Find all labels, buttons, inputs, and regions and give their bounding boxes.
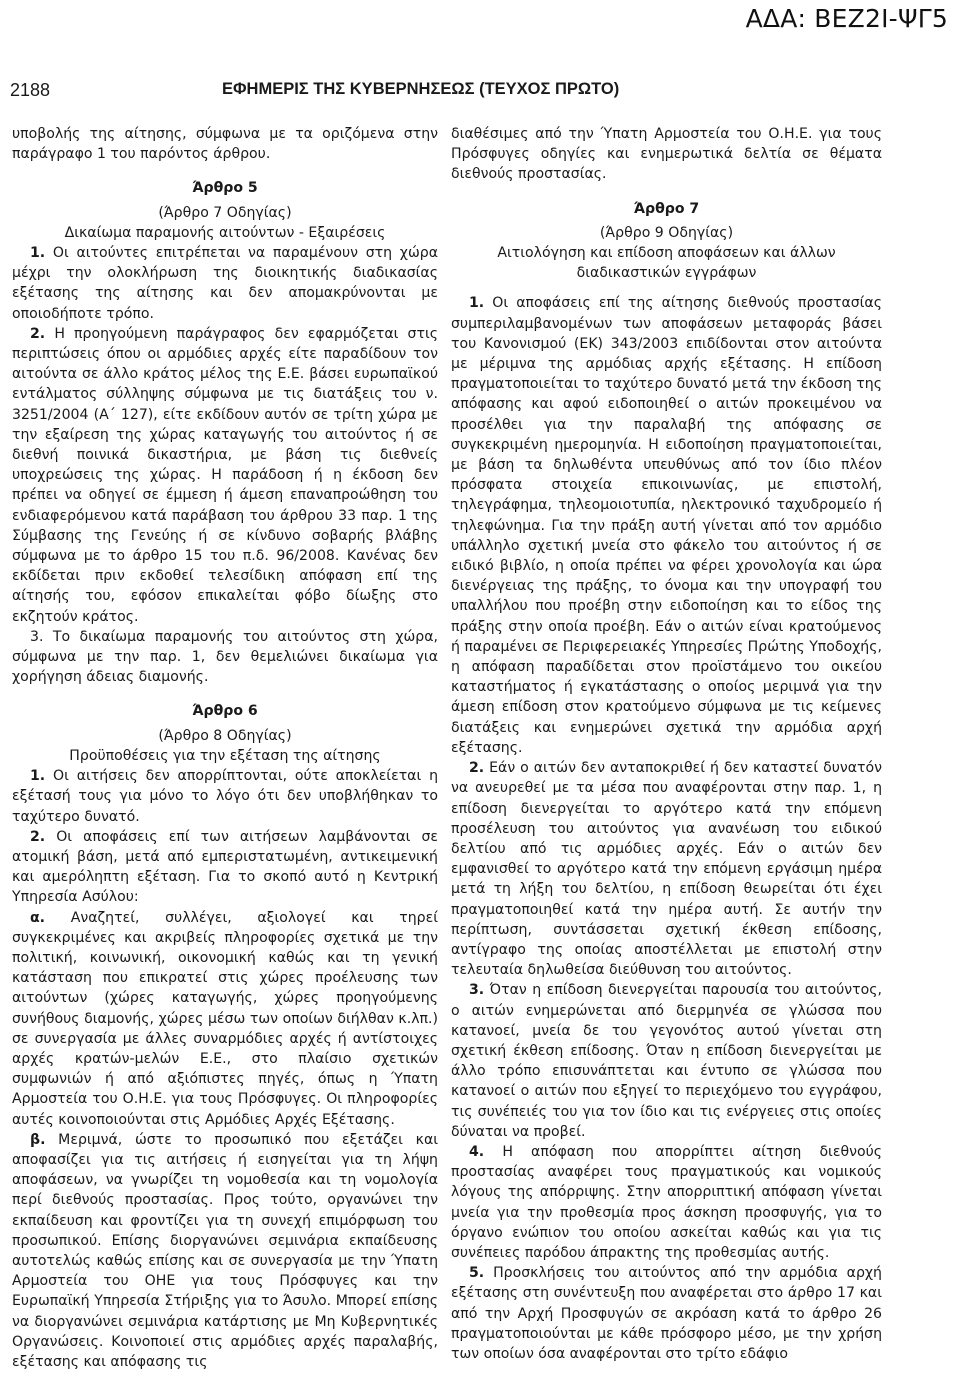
- running-title: ΕΦΗΜΕΡΙΣ ΤΗΣ ΚΥΒΕΡΝΗΣΕΩΣ (ΤΕΥΧΟΣ ΠΡΩΤΟ): [222, 80, 620, 98]
- paragraph: [12, 243, 438, 324]
- paragraph-number: 1.: [30, 768, 46, 785]
- paragraph-text: Όταν η επίδοση διενεργείται παρουσία του αιτούντος, ο αιτών ενημερώνεται από διερμηνέα σε γλώσσα που κατανοεί, μνεία δε του γεγονότος αυτού γίνεται στη σχετική έκθεση επίδοσης. Όταν η επίδοση διενεργείται με άλλο τρόπο επισυνάπτεται και έντυπο σε γλώσσα που κατανοεί ο αιτών που εξηγεί το περιεχόμενο του εγγράφου, τις συνέπειές του για τον ίδιο και τις ενέργειες στις οποίες δύναται να προβεί.: [451, 982, 882, 1140]
- paragraph-number: 2.: [30, 828, 46, 845]
- article-7-subject: Αιτιολόγηση και επίδοση αποφάσεων και άλλων διαδικαστικών εγγράφων: [497, 245, 836, 282]
- paragraph-number: 1.: [30, 245, 46, 262]
- paragraph-text: Προσκλήσεις του αιτούντος από την αρμόδια αρχή εξέτασης στη συνέντευξη που αναφέρεται στο άρθρο 17 και από την Αρχή Προσφυγών σε ακρόαση κατά το άρθρο 26 πραγματοποιούνται με κάθε πρόσφορο μέσο, με την χρήση των οποίων όσα αναφέρονται στο τρίτο εδάφιο: [451, 1265, 882, 1362]
- paragraph: [451, 758, 882, 980]
- item-letter: α.: [30, 909, 46, 926]
- paragraph-text: Η απόφαση που απορρίπτει αίτηση διεθνούς προστασίας αναφέρει τους πραγματικούς και νομικούς λόγους της απόρριψης. Στην απορριπτική απόφαση γίνεται μνεία για την προθεσμία προς άσκηση προσφυγής, για το όργανο ενώπιον του οποίου ασκείται καθώς και για τις συνέπειες παρόδου άπρακτης της προθεσμίας αυτής.: [451, 1143, 882, 1261]
- paragraph: διαθέσιμες από την Ύπατη Αρμοστεία του Ο.Η.Ε. για τους Πρόσφυγες οδηγίες και ενημερωτικά δελτία σε θέματα διεθνούς προστασίας.: [451, 126, 882, 183]
- paragraph-text: Οι αποφάσεις επί των αιτήσεων λαμβάνονται σε ατομική βάση, μετά από εμπεριστατωμένη, αντικειμενική και αμερόληπτη εξέταση. Για το σκοπό αυτό η Κεντρική Υπηρεσία Ασύλου:: [12, 828, 438, 906]
- paragraph: [12, 766, 438, 827]
- paragraph: [12, 827, 438, 908]
- paragraph: [451, 1263, 882, 1364]
- paragraph: [12, 908, 438, 1130]
- article-5-subject: Δικαίωμα παραμονής αιτούντων - Εξαιρέσεις: [64, 224, 386, 241]
- article-7-title: Άρθρο 7: [633, 200, 700, 217]
- item-letter: β.: [30, 1131, 46, 1148]
- article-5-reference: (Άρθρο 7 Οδηγίας): [158, 204, 292, 221]
- paragraph-number: 5.: [469, 1265, 485, 1282]
- paragraph-text: Οι αιτήσεις δεν απορρίπτονται, ούτε αποκλείεται η εξέτασή τους για μόνο το λόγο ότι δεν υποβλήθηκαν το ταχύτερο δυνατό.: [12, 768, 439, 825]
- ada-code: ΑΔΑ: ΒΕΖ2Ι-ΨΓ5: [745, 4, 948, 33]
- paragraph: [451, 293, 882, 758]
- paragraph: [451, 980, 882, 1142]
- paragraph: [451, 1142, 882, 1263]
- right-column: [451, 124, 882, 1364]
- left-column: [12, 124, 438, 1372]
- paragraph-number: 2.: [469, 760, 485, 777]
- article-6-subject: Προϋποθέσεις για την εξέταση της αίτησης: [69, 747, 381, 764]
- paragraph-number: 1.: [469, 295, 485, 312]
- paragraph: 3. Το δικαίωμα παραμονής του αιτούντος στη χώρα, σύμφωνα με την παρ. 1, δεν θεμελιώνει δικαίωμα για χορήγηση άδειας διαμονής.: [12, 628, 438, 686]
- paragraph-text: Αναζητεί, συλλέγει, αξιολογεί και τηρεί συγκεκριμένες και ακριβείς πληροφορίες σχετικά με την πολιτική, κοινωνική, οικονομική καθώς και τη γενική κατάσταση που επικρατεί στις χώρες προέλευσης των αιτούντων (χώρες καταγωγής, χώρες προηγούμενης συνήθους διαμονής, χώρες μέσω των οποίων διήλθαν κ.λπ.) σε συνεργασία με άλλες συναρμόδιες αρχές ή αντίστοιχες αρχές κρατών-μελών Ε.Ε., στο πλαίσιο σχετικών συμφωνιών ή από αξιόπιστες πηγές, όπως η Ύπατη Αρμοστεία του Ο.Η.Ε. για τους Πρόσφυγες. Οι πληροφορίες αυτές κοινοποιούνται στις Αρμόδιες Αρχές Εξέτασης.: [12, 909, 438, 1128]
- article-6-title: Άρθρο 6: [192, 703, 258, 720]
- paragraph-number: 4.: [469, 1143, 485, 1160]
- paragraph: υποβολής της αίτησης, σύμφωνα με τα οριζόμενα στην παράγραφο 1 του παρόντος άρθρου.: [12, 126, 438, 163]
- paragraph-text: Εάν ο αιτών δεν ανταποκριθεί ή δεν καταστεί δυνατόν να ανευρεθεί με τα μέσα που αναφέρονται στην παρ. 1, η επίδοση διενεργείται το αργότερο κατά την επόμενη προσέλευση του αιτούντος για ανανέωση του ειδικού δελτίου από τις αρμόδιες αρχές. Εάν ο αιτών δεν εμφανισθεί το αργότερο κατά την επόμενη εργάσιμη ημέρα μετά τη λήξη του δελτίου, η επίδοση θεωρείται ότι έχει πραγματοποιηθεί κατά την ημέρα αυτή. Σε αυτήν την περίπτωση, συντάσσεται σχετική έκθεση επίδοσης, αντίγραφο της οποίας αποστέλλεται με επιστολή στην τελευταία δηλωθείσα διεύθυνση του αιτούντος.: [451, 760, 882, 979]
- paragraph-text: Η προηγούμενη παράγραφος δεν εφαρμόζεται στις περιπτώσεις όπου οι αρμόδιες αρχές είτε παραδίδουν τον αιτούντα σε άλλο κράτος μέλος της Ε.Ε. βάσει ευρωπαϊκού εντάλματος σύλληψης σύμφωνα με τις διατάξεις του ν. 3251/2004 (Α΄ 127), είτε εκδίδουν αυτόν σε τρίτη χώρα με την εξαίρεση της χώρας καταγωγής του αιτούντος ή σε διεθνή ποινικά δικαστήρια, με βάση τις διεθνείς υποχρεώσεις της χώρας. Η παράδοση ή η έκδοση δεν πρέπει να οδηγεί σε έμμεση ή άμεση επαναπροώθηση του ενδιαφερόμενου κατά παράβαση του άρθρου 33 παρ. 1 της Σύμβασης της Γενεύης ή σε κίνδυνο σοβαρής βλάβης σύμφωνα με το άρθρο 15 του π.δ. 96/2008. Κανένας δεν εκδίδεται πριν εκδοθεί τελεσίδικη απόφαση επί της αίτησής του, εφόσον επικαλείται φόβο δίωξης στο εκζητούν κράτος.: [12, 325, 438, 625]
- paragraph-number: 3.: [469, 982, 485, 999]
- paragraph: [12, 1130, 438, 1372]
- paragraph: [12, 324, 438, 627]
- page-number: 2188: [10, 80, 51, 100]
- paragraph-text: Μεριμνά, ώστε το προσωπικό που εξετάζει και αποφασίζει για τις αιτήσεις ή εισηγείται για τη λήψη αποφάσεων, να γνωρίζει τη νομοθεσία και τη νομολογία περί διεθνούς προστασίας. Προς τούτο, οργανώνει την εκπαίδευση και φροντίζει για τη συνεχή επιμόρφωση του προσωπικού. Επίσης διοργανώνει σεμινάρια εκπαίδευσης αυτοτελώς καθώς επίσης και σε συνεργασία με την Ύπατη Αρμοστεία του ΟΗΕ για τους Πρόσφυγες και την Ευρωπαϊκή Υπηρεσία Στήριξης για το Άσυλο. Μπορεί επίσης να διοργανώνει σεμινάρια κατάρτισης με Μη Κυβερνητικές Οργανώσεις. Κοινοποιεί στις αρμόδιες αρχές παραλαβής, εξέτασης και απόφασης τις: [12, 1131, 439, 1370]
- paragraph-number: 2.: [30, 325, 46, 342]
- article-6-reference: (Άρθρο 8 Οδηγίας): [158, 727, 292, 744]
- paragraph-text: Οι αποφάσεις επί της αίτησης διεθνούς προστασίας συμπεριλαμβανομένων των αποφάσεων μεταφοράς βάσει του Κανονισμού (ΕΚ) 343/2003 επιδίδονται στον αιτούντα με μέριμνα της αρμόδιας αρχής εξέτασης. Η επίδοση πραγματοποιείται το ταχύτερο δυνατό μετά την έκδοση της απόφασης και αφού ειδοποιηθεί ο αιτών προκειμένου να προσέλθει για την παραλαβή της απόφασης σε συγκεκριμένη ημερομηνία. Η ειδοποίηση πραγματοποιείται, με βάση τα δηλωθέντα υπευθύνως από τον ίδιο πλέον πρόσφατα στοιχεία επικοινωνίας, με επιστολή, τηλεγράφημα, τηλεομοιοτυπία, ηλεκτρονικό ταχυδρομείο ή τηλεφώνημα. Για την πράξη αυτή γίνεται από τον αρμόδιο υπάλληλο σχετική μνεία στο φάκελο του αιτούντος ή σε ειδικό βιβλίο, η οποία πρέπει να φέρει χρονολογία και ώρα διενέργειας της πράξης, το όνομα και την υπογραφή του υπαλλήλου που προέβη στην ειδοποίηση και το είδος της πράξης στην οποία προέβη. Εάν ο αιτών είναι κρατούμενος ή παραμένει σε Περιφερειακές Υπηρεσίες Πρώτης Υποδοχής, η απόφαση παραδίδεται στον προϊστάμενο του οικείου καταστήματος ή εγκατάστασης ο οποίος μεριμνά για την άμεση επίδοση στον κρατούμενο σύμφωνα με τις κείμενες διατάξεις και ενημερώνει σχετικά την αρμόδια αρχή εξέτασης.: [451, 295, 882, 756]
- article-5-title: Άρθρο 5: [192, 180, 258, 197]
- paragraph-text: Οι αιτούντες επιτρέπεται να παραμένουν στη χώρα μέχρι την ολοκλήρωση της διοικητικής διαδικασίας εξέτασης της αίτησης και δεν απομακρύνονται με οποιοδήποτε τρόπο.: [12, 245, 438, 322]
- article-7-reference: (Άρθρο 9 Οδηγίας): [599, 224, 734, 241]
